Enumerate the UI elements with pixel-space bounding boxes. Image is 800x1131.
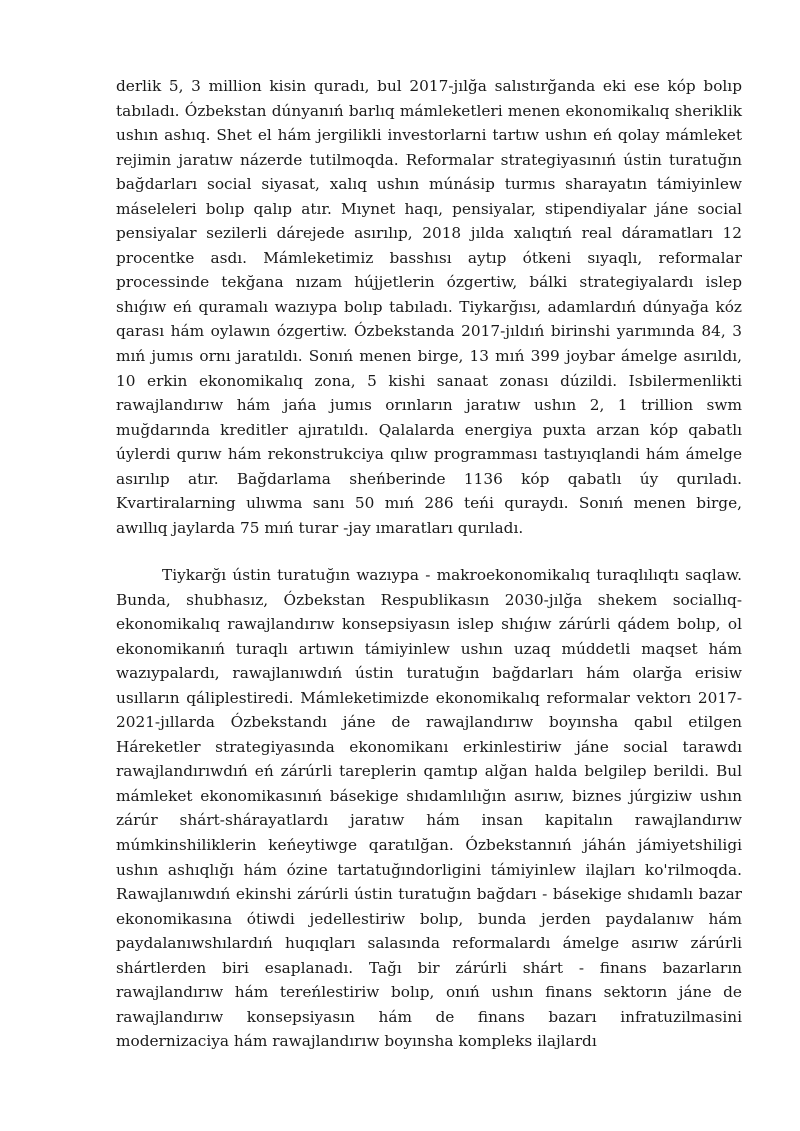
- document-body-lower: [116, 563, 742, 1054]
- document-body-upper: [116, 74, 742, 540]
- paragraph-2: Tiykarğı ústin turatuğın wazıypa - makroekonomikalıq turaqlılıqtı saqlaw. Bunda, shubhasız, Ózbekstan Respublikasın 2030-jılğa shekem sociallıq-ekonomikalıq rawajlandırıw konsepsiyasın islep shıǵıw zárúrli qádem bolıp, ol ekonomikanıń turaqlı artıwın támiyinlew ushın uzaq múddetli maqset hám wazıypalardı, rawajlanıwdıń ústin turatuğın bağdarları hám olarğa erisiw usılların qáliplestiredi. Mámleketimizde ekonomikalıq reformalar vektorı 2017-2021-jıllarda Ózbekstandı jáne de rawajlandırıw boyınsha qabıl etilgen Háreketler strategiyasında ekonomikanı erkinlestiriw jáne social tarawdı rawajlandırıwdıń eń zárúrli tareplerin qamtıp alğan halda belgilep berildi. Bul mámleket ekonomikasınıń básekige shıdamlılığın asırıw, biznes júrgiziw ushın zárúr shárt-shárayatlardı jaratıw hám insan kapitalın rawajlandırıw múmkinshiliklerin keńeytiwge qaratılğan. Ózbekstannıń jáhán jámiyetshiligi ushın ashıqlığı hám ózine tartatuğındorligini támiyinlew ilajları ko'rilmoqda. Rawajlanıwdıń ekinshi zárúrli ústin turatuğın bağdarı - básekige shıdamlı bazar ekonomikasına ótiwdi jedellestiriw bolıp, bunda jerden paydalanıw hám paydalanıwshılardıń huqıqları salasında reformalardı ámelge asırıw zárúrli shártlerden biri esaplanadı. Tağı bir zárúrli shárt - finans bazarların rawajlandırıw hám tereńlestiriw bolıp, onıń ushın finans sektorın jáne de rawajlandırıw konsepsiyasın hám de finans bazarı infratuzilmasini modernizaciya hám rawajlandırıw boyınsha kompleks ilajlardı: [116, 566, 742, 1051]
- paragraph-1: derlik 5, 3 million kisin quradı, bul 2017-jılğa salıstırğanda eki ese kóp bolıp tabıladı. Ózbekstan dúnyanıń barlıq mámleketleri menen ekonomikalıq sheriklik ushın ashıq. Shet el hám jergilikli investorlarni tartıw ushın eń qolay mámleket rejimin jaratıw názerde tutilmoqda. Reformalar strategiyasınıń ústin turatuğın bağdarları social siyasat, xalıq ushın múnásip turmıs sharayatın támiyinlew máseleleri bolıp qalıp atır. Mıynet haqı, pensiyalar, stipendiyalar jáne social pensiyalar sezilerli dárejede asırılıp, 2018 jılda xalıqtıń real dáramatları 12 procentke asdı. Mámleketimiz basshısı aytıp ótkeni sıyaqlı, reformalar processinde tekğana nızam hújjetlerin ózgertiw, bálki strategiyalardı islep shıǵıw eń quramalı wazıypa bolıp tabıladı. Tiykarğısı, adamlardıń dúnyağa kóz qarası hám oylawın ózgertiw. Ózbekstanda 2017-jıldıń birinshi yarımında 84, 3 mıń jumıs ornı jaratıldı. Sonıń menen birge, 13 mıń 399 joybar ámelge asırıldı, 10 erkin ekonomikalıq zona, 5 kishi sanaat zonası dúzildi. Isbilermenlikti rawajlandırıw hám jańa jumıs orınların jaratıw ushın 2, 1 trillion swm muğdarında kreditler ajıratıldı. Qalalarda energiya puxta arzan kóp qabatlı úylerdi qurıw hám rekonstrukciya qılıw programması tastıyıqlandi hám ámelge asırılıp atır. Bağdarlama sheńberinde 1136 kóp qabatlı úy qurıladı. Kvartiralarning ulıwma sanı 50 mıń 286 teńi quraydı. Sonıń menen birge, awıllıq jaylarda 75 mıń turar -jay ımaratları qurıladı.: [116, 77, 742, 537]
